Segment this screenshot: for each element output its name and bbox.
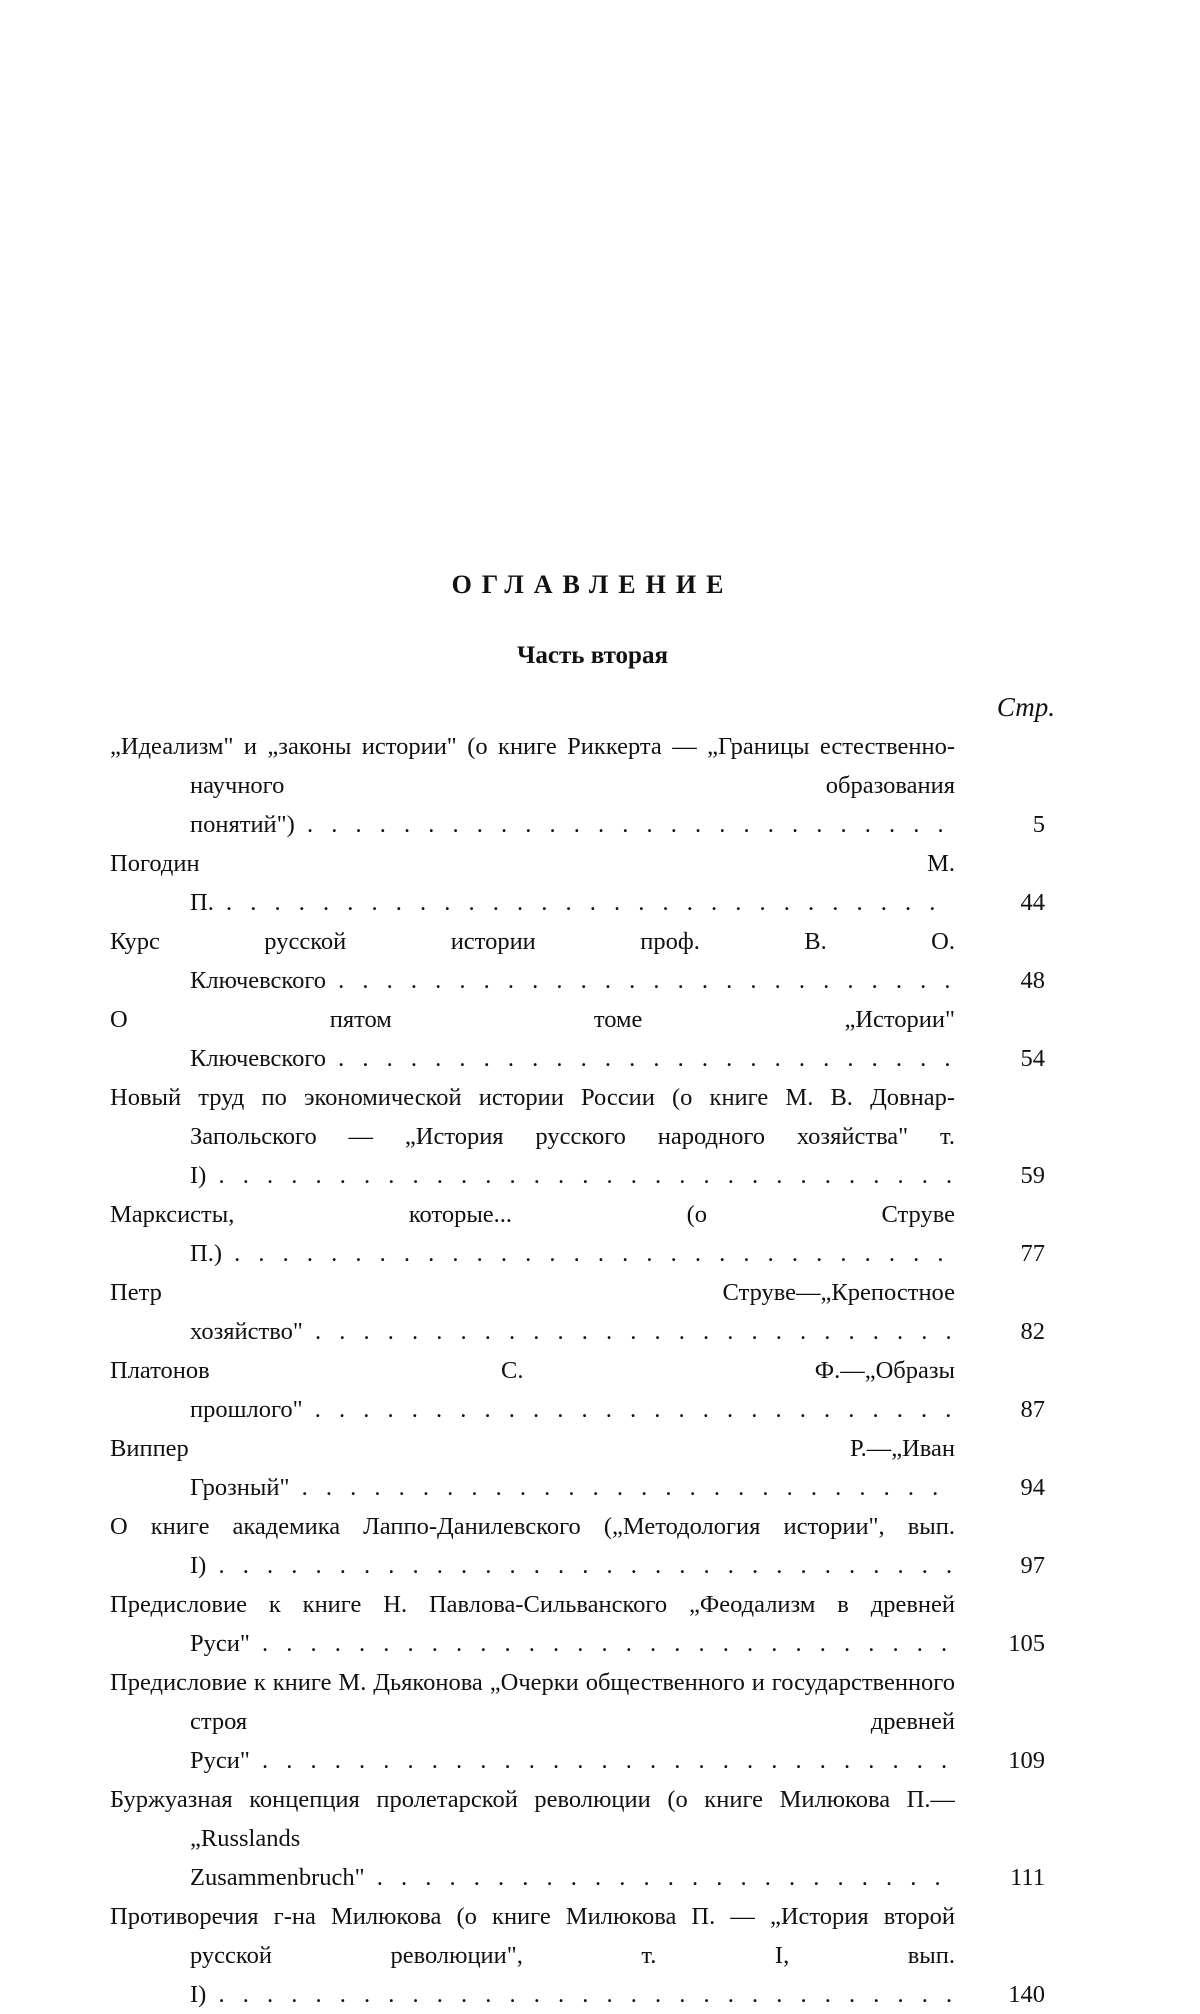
toc-entry-title: Противоречия г-на Милюкова (о книге Милюкова П. — „История второй русской революции", т. I, вып. I) . . . [110, 1897, 955, 2014]
toc-entry-page: 87 [1020, 1396, 1045, 1423]
toc-entry-page: 82 [1020, 1318, 1045, 1345]
toc-entry-title: Петр Струве—„Крепостное хозяйство" . . . [110, 1273, 955, 1351]
toc-entry-title: Курс русской истории проф. В. О. Ключевского . . . [110, 922, 955, 1000]
toc-entry-title: Буржуазная концепция пролетарской революции (о книге Милюкова П.—„Russlands Zusammenbruch" . . . [110, 1780, 955, 1897]
toc-entry[interactable] [110, 1195, 1045, 1273]
toc-entry[interactable] [110, 1897, 1045, 2014]
toc-entry[interactable] [110, 844, 1045, 922]
toc-entry-title: О пятом томе „Истории" Ключевского . . . [110, 1000, 955, 1078]
toc-entry-page: 94 [1020, 1474, 1045, 1501]
toc-entry-title: Новый труд по экономической истории России (о книге М. В. Довнар-Запольского — „История русского народного хозяйства" т. I) . . . [110, 1078, 955, 1195]
toc-entry-title: О книге академика Лаппо-Данилевского („Методология истории", вып. I) . . . [110, 1507, 955, 1585]
toc-entry-title: Погодин М. П. . . . [110, 844, 955, 922]
toc-entry-title: Марксисты, которые... (о Струве П.) . . . [110, 1195, 955, 1273]
toc-entry-page: 105 [1008, 1630, 1045, 1657]
toc-entry[interactable] [110, 1585, 1045, 1663]
toc-entry-page: 54 [1020, 1045, 1045, 1072]
toc-entry-title: Платонов С. Ф.—„Образы прошлого" . . . [110, 1351, 955, 1429]
toc-entry[interactable] [110, 1000, 1045, 1078]
toc-entry[interactable] [110, 1078, 1045, 1195]
toc-entry-title: Виппер Р.—„Иван Грозный" . . . [110, 1429, 955, 1507]
toc-entry[interactable] [110, 1429, 1045, 1507]
toc-entry[interactable] [110, 1780, 1045, 1897]
toc-entry-page: 48 [1020, 967, 1045, 994]
toc-entry-title: Предисловие к книге Н. Павлова-Сильванского „Феодализм в древней Руси" . . . [110, 1585, 955, 1663]
toc-entry-page: 5 [1032, 811, 1045, 838]
toc-entry-page: 77 [1020, 1240, 1045, 1267]
toc-entry-page: 59 [1020, 1162, 1045, 1189]
page-title: ОГЛАВЛЕНИЕ [451, 570, 734, 599]
toc-entry[interactable] [110, 922, 1045, 1000]
table-of-contents [110, 727, 1045, 2014]
toc-entry-title: Предисловие к книге М. Дьяконова „Очерки общественного и государственного строя древней Руси" . . . [110, 1663, 955, 1780]
toc-entry[interactable] [110, 727, 1045, 844]
toc-entry-page: 44 [1020, 889, 1045, 916]
toc-entry[interactable] [110, 1507, 1045, 1585]
toc-entry[interactable] [110, 1351, 1045, 1429]
toc-entry-title: „Идеализм" и „законы истории" (о книге Риккерта — „Границы естественно-научного образования понятий") . . . [110, 727, 955, 844]
page-column-label: Стр. [996, 692, 1055, 722]
toc-entry[interactable] [110, 1273, 1045, 1351]
toc-entry-page: 111 [1010, 1864, 1045, 1891]
toc-entry-page: 140 [1008, 1981, 1045, 2008]
toc-entry[interactable] [110, 1663, 1045, 1780]
toc-entry-page: 97 [1020, 1552, 1045, 1579]
part-title: Часть вторая [517, 642, 668, 669]
toc-entry-page: 109 [1008, 1747, 1045, 1774]
